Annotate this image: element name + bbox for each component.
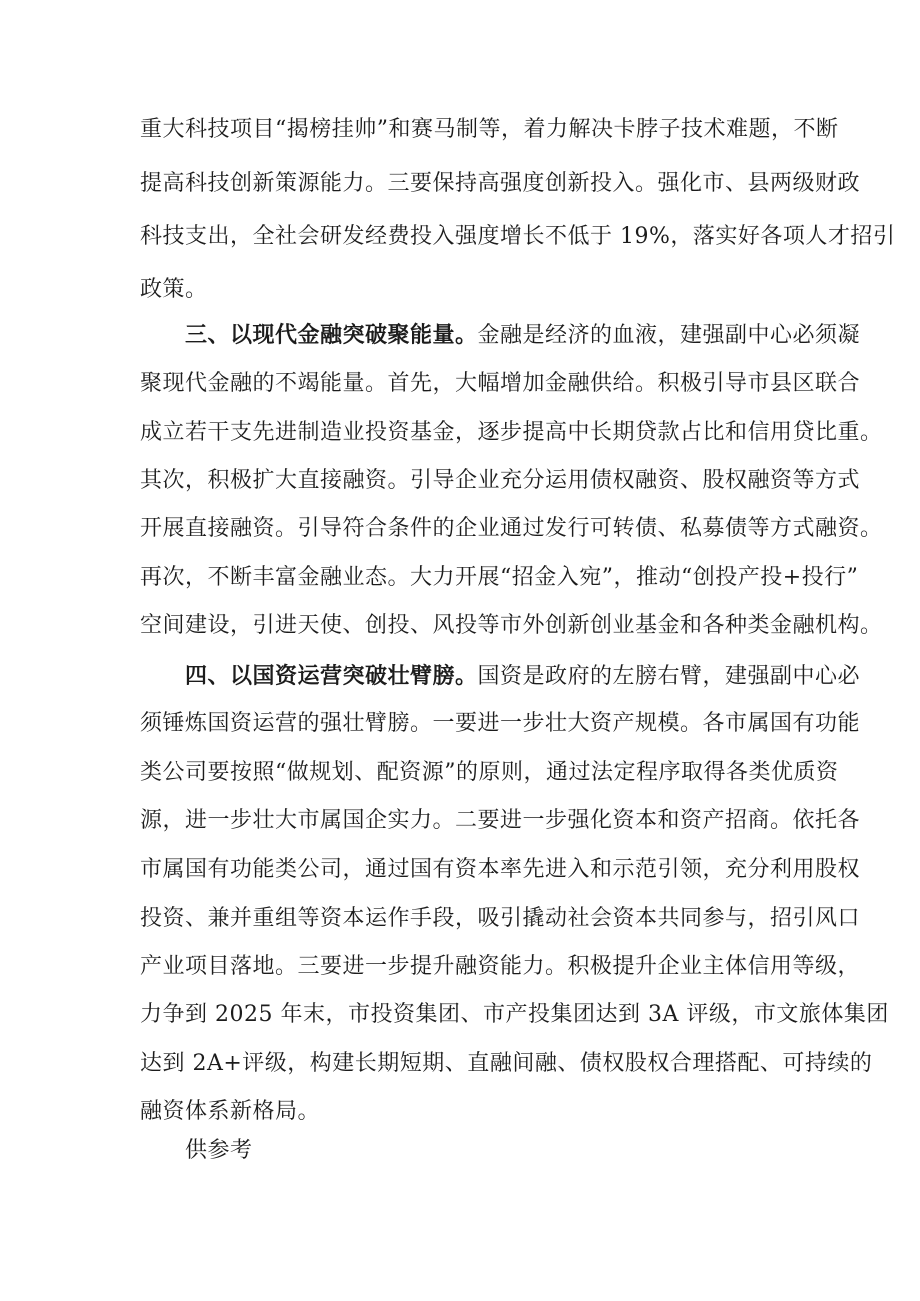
p3-line-10: 融资体系新格局。: [140, 1099, 321, 1124]
p1-line-1: 重大科技项目“揭榜挂帅”和赛马制等，着力解决卡脖子技术难题，不断: [140, 117, 839, 142]
p1-line-3: 科技支出，全社会研发经费投入强度增长不低于 19%，落实好各项人才招引: [140, 224, 896, 249]
p3-line-8: 力争到 2025 年末，市投资集团、市产投集团达到 3A 评级，市文旅体集团: [140, 1002, 889, 1027]
p2-line-3: 成立若干支先进制造业投资基金，逐步提高中长期贷款占比和信用贷比重。: [140, 420, 883, 445]
p2-line-4: 其次，积极扩大直接融资。引导企业充分运用债权融资、股权融资等方式: [140, 468, 861, 493]
p2-line-6: 再次，不断丰富金融业态。大力开展“招金入宛”，推动“创投产投+投行”: [140, 565, 859, 590]
closing-note: 供参考: [185, 1138, 253, 1163]
p3-line-3: 类公司要按照“做规划、配资源”的原则，通过法定程序取得各类优质资: [140, 760, 839, 785]
p3-line-2: 须锤炼国资运营的强壮臂膀。一要进一步壮大资产规模。各市属国有功能: [140, 711, 861, 736]
p3-first-line-text: 国资是政府的左膀右臂，建强副中心必: [477, 664, 861, 689]
section-4-heading: 四、以国资运营突破壮臂膀。: [185, 664, 478, 689]
p1-line-4: 政策。: [140, 277, 208, 302]
p3-line-7: 产业项目落地。三要进一步提升融资能力。积极提升企业主体信用等级，: [140, 954, 861, 979]
p3-first-line: [185, 662, 860, 692]
p2-first-line: [185, 321, 860, 351]
p2-line-7: 空间建设，引进天使、创投、风投等市外创新创业基金和各种类金融机构。: [140, 613, 883, 638]
p3-line-5: 市属国有功能类公司，通过国有资本率先进入和示范引领，充分利用股权: [140, 857, 861, 882]
p3-line-4: 源，进一步壮大市属国企实力。二要进一步强化资本和资产招商。依托各: [140, 808, 861, 833]
p1-line-2: 提高科技创新策源能力。三要保持高强度创新投入。强化市、县两级财政: [140, 171, 861, 196]
p3-line-6: 投资、兼并重组等资本运作手段，吸引撬动社会资本共同参与，招引风口: [140, 906, 861, 931]
p3-line-9: 达到 2A+评级，构建长期短期、直融间融、债权股权合理搭配、可持续的: [140, 1051, 873, 1076]
p2-line-2: 聚现代金融的不竭能量。首先，大幅增加金融供给。积极引导市县区联合: [140, 371, 861, 396]
p2-first-line-text: 金融是经济的血液，建强副中心必须凝: [477, 323, 861, 348]
section-3-heading: 三、以现代金融突破聚能量。: [185, 323, 478, 348]
p2-line-5: 开展直接融资。引导符合条件的企业通过发行可转债、私募债等方式融资。: [140, 516, 883, 541]
